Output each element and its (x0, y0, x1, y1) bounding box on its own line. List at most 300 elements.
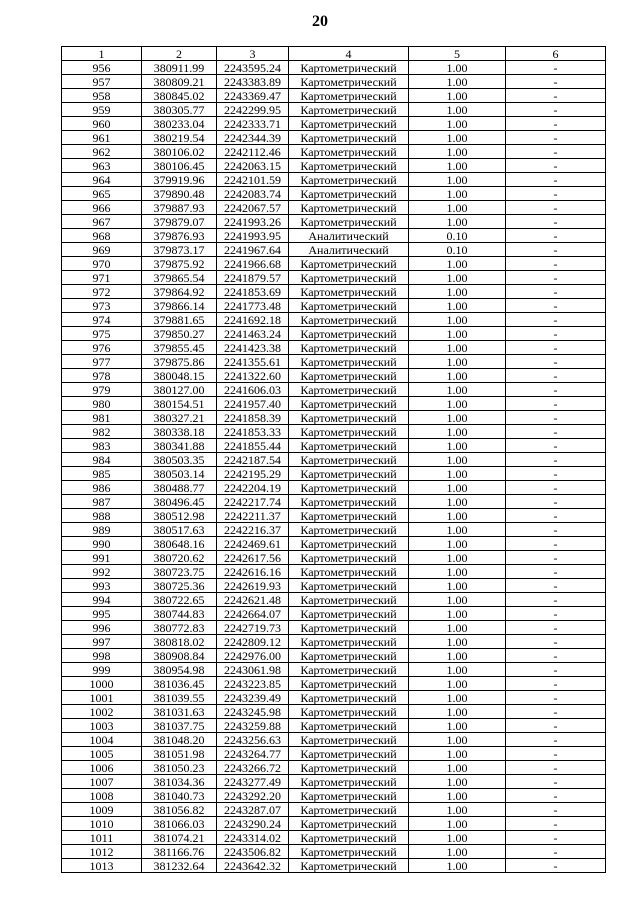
accuracy-cell: 1.00 (409, 215, 506, 229)
y-coordinate-cell: 2241322.60 (217, 369, 289, 383)
accuracy-cell: 1.00 (409, 789, 506, 803)
x-coordinate-cell: 379875.92 (142, 257, 217, 271)
x-coordinate-cell: 380512.98 (142, 509, 217, 523)
x-coordinate-cell: 380845.02 (142, 89, 217, 103)
accuracy-cell: 1.00 (409, 635, 506, 649)
point-number-cell: 1012 (62, 845, 142, 859)
y-coordinate-cell: 2242621.48 (217, 593, 289, 607)
table-row (62, 313, 606, 327)
y-coordinate-cell: 2243259.88 (217, 719, 289, 733)
table-row (62, 579, 606, 593)
y-coordinate-cell: 2241957.40 (217, 397, 289, 411)
accuracy-cell: 1.00 (409, 677, 506, 691)
accuracy-cell: 1.00 (409, 439, 506, 453)
y-coordinate-cell: 2242187.54 (217, 453, 289, 467)
table-row (62, 75, 606, 89)
table-body (62, 61, 606, 873)
accuracy-cell: 1.00 (409, 425, 506, 439)
point-number-cell: 1001 (62, 691, 142, 705)
y-coordinate-cell: 2243287.07 (217, 803, 289, 817)
y-coordinate-cell: 2243369.47 (217, 89, 289, 103)
y-coordinate-cell: 2243266.72 (217, 761, 289, 775)
x-coordinate-cell: 381066.03 (142, 817, 217, 831)
table-row (62, 635, 606, 649)
note-cell: - (506, 747, 606, 761)
accuracy-cell: 1.00 (409, 271, 506, 285)
table-row (62, 383, 606, 397)
point-number-cell: 971 (62, 271, 142, 285)
table-row (62, 257, 606, 271)
note-cell: - (506, 61, 606, 75)
table-row (62, 859, 606, 873)
point-number-cell: 988 (62, 509, 142, 523)
x-coordinate-cell: 380725.36 (142, 579, 217, 593)
column-header: 5 (409, 47, 506, 61)
point-number-cell: 1007 (62, 775, 142, 789)
x-coordinate-cell: 379855.45 (142, 341, 217, 355)
note-cell: - (506, 677, 606, 691)
y-coordinate-cell: 2241853.69 (217, 285, 289, 299)
method-cell: Картометрический (289, 159, 409, 173)
y-coordinate-cell: 2243264.77 (217, 747, 289, 761)
method-cell: Картометрический (289, 691, 409, 705)
accuracy-cell: 0.10 (409, 229, 506, 243)
x-coordinate-cell: 380503.14 (142, 467, 217, 481)
note-cell: - (506, 229, 606, 243)
note-cell: - (506, 103, 606, 117)
x-coordinate-cell: 380911.99 (142, 61, 217, 75)
x-coordinate-cell: 379876.93 (142, 229, 217, 243)
note-cell: - (506, 411, 606, 425)
point-number-cell: 1011 (62, 831, 142, 845)
x-coordinate-cell: 379850.27 (142, 327, 217, 341)
note-cell: - (506, 719, 606, 733)
y-coordinate-cell: 2243506.82 (217, 845, 289, 859)
method-cell: Картометрический (289, 747, 409, 761)
method-cell: Картометрический (289, 719, 409, 733)
point-number-cell: 995 (62, 607, 142, 621)
note-cell: - (506, 201, 606, 215)
point-number-cell: 969 (62, 243, 142, 257)
x-coordinate-cell: 381050.23 (142, 761, 217, 775)
note-cell: - (506, 89, 606, 103)
note-cell: - (506, 635, 606, 649)
y-coordinate-cell: 2242616.16 (217, 565, 289, 579)
note-cell: - (506, 467, 606, 481)
table-row (62, 327, 606, 341)
point-number-cell: 956 (62, 61, 142, 75)
coordinates-table (61, 46, 606, 873)
y-coordinate-cell: 2241773.48 (217, 299, 289, 313)
y-coordinate-cell: 2242619.93 (217, 579, 289, 593)
y-coordinate-cell: 2242067.57 (217, 201, 289, 215)
note-cell: - (506, 271, 606, 285)
y-coordinate-cell: 2242101.59 (217, 173, 289, 187)
x-coordinate-cell: 380772.83 (142, 621, 217, 635)
note-cell: - (506, 383, 606, 397)
note-cell: - (506, 215, 606, 229)
y-coordinate-cell: 2243383.89 (217, 75, 289, 89)
note-cell: - (506, 607, 606, 621)
note-cell: - (506, 775, 606, 789)
note-cell: - (506, 313, 606, 327)
point-number-cell: 957 (62, 75, 142, 89)
accuracy-cell: 1.00 (409, 131, 506, 145)
accuracy-cell: 1.00 (409, 341, 506, 355)
table-row (62, 551, 606, 565)
x-coordinate-cell: 381048.20 (142, 733, 217, 747)
point-number-cell: 958 (62, 89, 142, 103)
point-number-cell: 996 (62, 621, 142, 635)
point-number-cell: 997 (62, 635, 142, 649)
point-number-cell: 980 (62, 397, 142, 411)
x-coordinate-cell: 380720.62 (142, 551, 217, 565)
y-coordinate-cell: 2242083.74 (217, 187, 289, 201)
y-coordinate-cell: 2243239.49 (217, 691, 289, 705)
x-coordinate-cell: 380338.18 (142, 425, 217, 439)
note-cell: - (506, 761, 606, 775)
table-row (62, 789, 606, 803)
note-cell: - (506, 691, 606, 705)
point-number-cell: 990 (62, 537, 142, 551)
table-row (62, 565, 606, 579)
method-cell: Картометрический (289, 677, 409, 691)
point-number-cell: 1003 (62, 719, 142, 733)
note-cell: - (506, 159, 606, 173)
accuracy-cell: 1.00 (409, 355, 506, 369)
y-coordinate-cell: 2243292.20 (217, 789, 289, 803)
table-row (62, 607, 606, 621)
accuracy-cell: 1.00 (409, 159, 506, 173)
accuracy-cell: 1.00 (409, 761, 506, 775)
y-coordinate-cell: 2242204.19 (217, 481, 289, 495)
accuracy-cell: 1.00 (409, 61, 506, 75)
x-coordinate-cell: 381036.45 (142, 677, 217, 691)
y-coordinate-cell: 2241993.26 (217, 215, 289, 229)
y-coordinate-cell: 2242809.12 (217, 635, 289, 649)
table-row (62, 173, 606, 187)
y-coordinate-cell: 2242112.46 (217, 145, 289, 159)
x-coordinate-cell: 381034.36 (142, 775, 217, 789)
table-row (62, 817, 606, 831)
point-number-cell: 963 (62, 159, 142, 173)
table-row (62, 803, 606, 817)
note-cell: - (506, 285, 606, 299)
table-row (62, 355, 606, 369)
x-coordinate-cell: 380488.77 (142, 481, 217, 495)
method-cell: Картометрический (289, 75, 409, 89)
column-header: 2 (142, 47, 217, 61)
table-row (62, 61, 606, 75)
table-row (62, 733, 606, 747)
x-coordinate-cell: 381039.55 (142, 691, 217, 705)
point-number-cell: 1005 (62, 747, 142, 761)
note-cell: - (506, 663, 606, 677)
x-coordinate-cell: 380496.45 (142, 495, 217, 509)
y-coordinate-cell: 2243642.32 (217, 859, 289, 873)
x-coordinate-cell: 379890.48 (142, 187, 217, 201)
accuracy-cell: 1.00 (409, 775, 506, 789)
point-number-cell: 994 (62, 593, 142, 607)
method-cell: Аналитический (289, 229, 409, 243)
note-cell: - (506, 551, 606, 565)
table-row (62, 593, 606, 607)
note-cell: - (506, 859, 606, 873)
note-cell: - (506, 453, 606, 467)
y-coordinate-cell: 2242195.29 (217, 467, 289, 481)
note-cell: - (506, 173, 606, 187)
method-cell: Картометрический (289, 425, 409, 439)
x-coordinate-cell: 380127.00 (142, 383, 217, 397)
accuracy-cell: 1.00 (409, 187, 506, 201)
y-coordinate-cell: 2241853.33 (217, 425, 289, 439)
accuracy-cell: 1.00 (409, 369, 506, 383)
point-number-cell: 973 (62, 299, 142, 313)
table-row (62, 229, 606, 243)
table-row (62, 411, 606, 425)
table-row (62, 397, 606, 411)
y-coordinate-cell: 2243290.24 (217, 817, 289, 831)
note-cell: - (506, 131, 606, 145)
note-cell: - (506, 481, 606, 495)
x-coordinate-cell: 380048.15 (142, 369, 217, 383)
method-cell: Картометрический (289, 705, 409, 719)
accuracy-cell: 1.00 (409, 383, 506, 397)
accuracy-cell: 1.00 (409, 481, 506, 495)
y-coordinate-cell: 2242299.95 (217, 103, 289, 117)
note-cell: - (506, 341, 606, 355)
method-cell: Картометрический (289, 845, 409, 859)
note-cell: - (506, 187, 606, 201)
accuracy-cell: 1.00 (409, 201, 506, 215)
accuracy-cell: 1.00 (409, 509, 506, 523)
note-cell: - (506, 117, 606, 131)
x-coordinate-cell: 379875.86 (142, 355, 217, 369)
x-coordinate-cell: 380908.84 (142, 649, 217, 663)
point-number-cell: 987 (62, 495, 142, 509)
point-number-cell: 979 (62, 383, 142, 397)
note-cell: - (506, 733, 606, 747)
accuracy-cell: 1.00 (409, 607, 506, 621)
accuracy-cell: 1.00 (409, 89, 506, 103)
point-number-cell: 965 (62, 187, 142, 201)
table-row (62, 453, 606, 467)
point-number-cell: 1010 (62, 817, 142, 831)
table-row (62, 201, 606, 215)
note-cell: - (506, 397, 606, 411)
method-cell: Картометрический (289, 299, 409, 313)
x-coordinate-cell: 380106.45 (142, 159, 217, 173)
table-row (62, 145, 606, 159)
method-cell: Картометрический (289, 411, 409, 425)
point-number-cell: 959 (62, 103, 142, 117)
accuracy-cell: 1.00 (409, 145, 506, 159)
accuracy-cell: 1.00 (409, 649, 506, 663)
point-number-cell: 962 (62, 145, 142, 159)
table-row (62, 131, 606, 145)
point-number-cell: 972 (62, 285, 142, 299)
y-coordinate-cell: 2241967.64 (217, 243, 289, 257)
x-coordinate-cell: 381051.98 (142, 747, 217, 761)
table-row (62, 369, 606, 383)
note-cell: - (506, 495, 606, 509)
table-row (62, 509, 606, 523)
page-number: 20 (312, 13, 328, 30)
x-coordinate-cell: 380648.16 (142, 537, 217, 551)
accuracy-cell: 1.00 (409, 467, 506, 481)
y-coordinate-cell: 2241879.57 (217, 271, 289, 285)
method-cell: Картометрический (289, 663, 409, 677)
point-number-cell: 985 (62, 467, 142, 481)
accuracy-cell: 1.00 (409, 285, 506, 299)
accuracy-cell: 1.00 (409, 327, 506, 341)
note-cell: - (506, 145, 606, 159)
point-number-cell: 978 (62, 369, 142, 383)
note-cell: - (506, 705, 606, 719)
point-number-cell: 989 (62, 523, 142, 537)
method-cell: Картометрический (289, 803, 409, 817)
accuracy-cell: 1.00 (409, 117, 506, 131)
accuracy-cell: 1.00 (409, 565, 506, 579)
x-coordinate-cell: 379879.07 (142, 215, 217, 229)
table-row (62, 677, 606, 691)
x-coordinate-cell: 379873.17 (142, 243, 217, 257)
x-coordinate-cell: 379865.54 (142, 271, 217, 285)
point-number-cell: 998 (62, 649, 142, 663)
y-coordinate-cell: 2243277.49 (217, 775, 289, 789)
table-row (62, 159, 606, 173)
table-row (62, 439, 606, 453)
table-row (62, 663, 606, 677)
note-cell: - (506, 831, 606, 845)
method-cell: Картометрический (289, 383, 409, 397)
note-cell: - (506, 299, 606, 313)
method-cell: Картометрический (289, 173, 409, 187)
note-cell: - (506, 439, 606, 453)
method-cell: Картометрический (289, 103, 409, 117)
method-cell: Картометрический (289, 495, 409, 509)
method-cell: Картометрический (289, 831, 409, 845)
x-coordinate-cell: 379887.93 (142, 201, 217, 215)
method-cell: Картометрический (289, 775, 409, 789)
note-cell: - (506, 355, 606, 369)
point-number-cell: 991 (62, 551, 142, 565)
table-row (62, 187, 606, 201)
note-cell: - (506, 579, 606, 593)
point-number-cell: 977 (62, 355, 142, 369)
y-coordinate-cell: 2243256.63 (217, 733, 289, 747)
method-cell: Картометрический (289, 467, 409, 481)
method-cell: Картометрический (289, 509, 409, 523)
x-coordinate-cell: 380327.21 (142, 411, 217, 425)
point-number-cell: 992 (62, 565, 142, 579)
y-coordinate-cell: 2241993.95 (217, 229, 289, 243)
note-cell: - (506, 75, 606, 89)
y-coordinate-cell: 2242333.71 (217, 117, 289, 131)
y-coordinate-cell: 2243595.24 (217, 61, 289, 75)
point-number-cell: 1004 (62, 733, 142, 747)
x-coordinate-cell: 380341.88 (142, 439, 217, 453)
y-coordinate-cell: 2241858.39 (217, 411, 289, 425)
y-coordinate-cell: 2243061.98 (217, 663, 289, 677)
x-coordinate-cell: 380154.51 (142, 397, 217, 411)
x-coordinate-cell: 380722.65 (142, 593, 217, 607)
x-coordinate-cell: 381166.76 (142, 845, 217, 859)
method-cell: Картометрический (289, 859, 409, 873)
y-coordinate-cell: 2242211.37 (217, 509, 289, 523)
table-row (62, 845, 606, 859)
method-cell: Аналитический (289, 243, 409, 257)
column-header: 3 (217, 47, 289, 61)
point-number-cell: 974 (62, 313, 142, 327)
method-cell: Картометрический (289, 271, 409, 285)
table-row (62, 691, 606, 705)
accuracy-cell: 1.00 (409, 803, 506, 817)
note-cell: - (506, 803, 606, 817)
accuracy-cell: 1.00 (409, 691, 506, 705)
x-coordinate-cell: 380219.54 (142, 131, 217, 145)
x-coordinate-cell: 381232.64 (142, 859, 217, 873)
method-cell: Картометрический (289, 733, 409, 747)
method-cell: Картометрический (289, 551, 409, 565)
y-coordinate-cell: 2242976.00 (217, 649, 289, 663)
method-cell: Картометрический (289, 117, 409, 131)
note-cell: - (506, 593, 606, 607)
table-row (62, 103, 606, 117)
table-row (62, 215, 606, 229)
y-coordinate-cell: 2243314.02 (217, 831, 289, 845)
table-row (62, 495, 606, 509)
table-row (62, 719, 606, 733)
method-cell: Картометрический (289, 145, 409, 159)
point-number-cell: 964 (62, 173, 142, 187)
point-number-cell: 1006 (62, 761, 142, 775)
table-row (62, 621, 606, 635)
accuracy-cell: 1.00 (409, 551, 506, 565)
x-coordinate-cell: 380809.21 (142, 75, 217, 89)
method-cell: Картометрический (289, 537, 409, 551)
accuracy-cell: 1.00 (409, 523, 506, 537)
table-row (62, 649, 606, 663)
x-coordinate-cell: 380517.63 (142, 523, 217, 537)
accuracy-cell: 1.00 (409, 173, 506, 187)
point-number-cell: 960 (62, 117, 142, 131)
y-coordinate-cell: 2242216.37 (217, 523, 289, 537)
x-coordinate-cell: 381031.63 (142, 705, 217, 719)
method-cell: Картометрический (289, 131, 409, 145)
x-coordinate-cell: 380503.35 (142, 453, 217, 467)
y-coordinate-cell: 2242469.61 (217, 537, 289, 551)
accuracy-cell: 1.00 (409, 411, 506, 425)
method-cell: Картометрический (289, 397, 409, 411)
x-coordinate-cell: 379864.92 (142, 285, 217, 299)
point-number-cell: 1000 (62, 677, 142, 691)
method-cell: Картометрический (289, 187, 409, 201)
method-cell: Картометрический (289, 579, 409, 593)
table-row (62, 89, 606, 103)
accuracy-cell: 1.00 (409, 397, 506, 411)
method-cell: Картометрический (289, 481, 409, 495)
y-coordinate-cell: 2241423.38 (217, 341, 289, 355)
x-coordinate-cell: 380233.04 (142, 117, 217, 131)
x-coordinate-cell: 380954.98 (142, 663, 217, 677)
table-row (62, 299, 606, 313)
y-coordinate-cell: 2242719.73 (217, 621, 289, 635)
method-cell: Картометрический (289, 257, 409, 271)
table-row (62, 747, 606, 761)
accuracy-cell: 1.00 (409, 103, 506, 117)
x-coordinate-cell: 380106.02 (142, 145, 217, 159)
